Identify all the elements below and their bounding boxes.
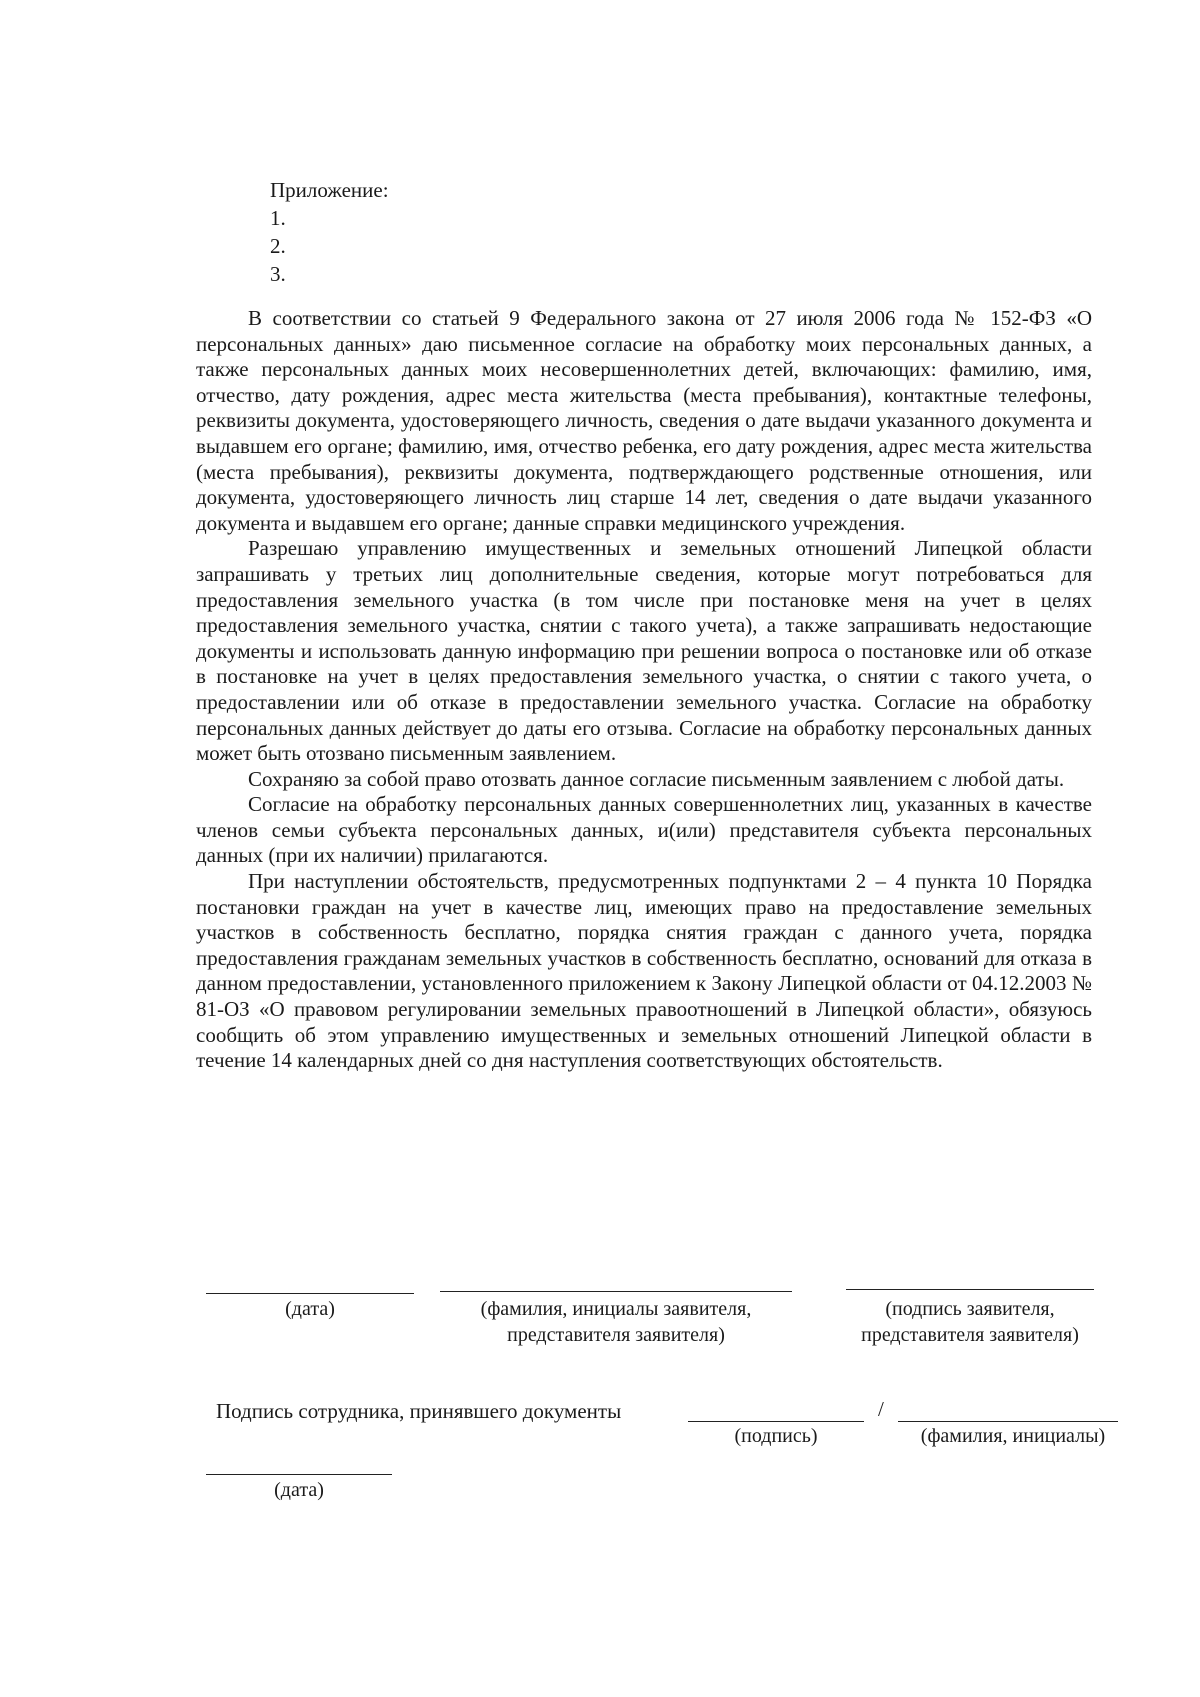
applicant-name-line <box>440 1291 792 1292</box>
applicant-name-caption-line1: (фамилия, инициалы заявителя, <box>480 1298 752 1320</box>
employee-signature-caption: (подпись) <box>734 1425 818 1447</box>
applicant-signature-line <box>846 1289 1094 1290</box>
appendix-heading: Приложение: <box>270 178 389 202</box>
appendix-item: 2. <box>270 234 286 258</box>
applicant-date-caption: (дата) <box>285 1298 335 1320</box>
applicant-name-caption-line2: представителя заявителя) <box>507 1324 725 1346</box>
employee-signature-label: Подпись сотрудника, принявшего документы <box>216 1399 622 1423</box>
employee-name-caption: (фамилия, инициалы) <box>920 1425 1106 1447</box>
paragraph-obligation: При наступлении обстоятельств, предусмотренных подпунктами 2 – 4 пункта 10 Порядка постановки граждан на учет в качестве лиц, имеющих право на предоставление земельных участков в собственность бесплатно, порядка снятия граждан с данного учета, порядка предоставления гражданам земельных участков в собственность бесплатно, оснований для отказа в данном предоставлении, установленного приложением к Закону Липецкой области от 04.12.2003 № 81-ОЗ «О правовом регулировании земельных правоотношений в Липецкой области», обязуюсь сообщить об этом управлению имущественных и земельных отношений Липецкой области в течение 14 календарных дней со дня наступления соответствующих обстоятельств. <box>196 869 1092 1073</box>
employee-date-caption: (дата) <box>274 1479 324 1501</box>
paragraph-consent: В соответствии со статьей 9 Федерального закона от 27 июля 2006 года № 152-ФЗ «О персональных данных» даю письменное согласие на обработку моих персональных данных, а также персональных данных моих несовершеннолетних детей, включающих: фамилию, имя, отчество, дату рождения, адрес места жительства (места пребывания), контактные телефоны, реквизиты документа, удостоверяющего личность, сведения о дате выдачи указанного документа и выдавшем его органе; фамилию, имя, отчество ребенка, его дату рождения, адрес места жительства (места пребывания), реквизиты документа, подтверждающего родственные отношения, или документа, удостоверяющего личность лиц старше 14 лет, сведения о дате выдачи указанного документа и выдавшем его органе; данные справки медицинского учреждения. <box>196 306 1092 535</box>
employee-signature-line <box>688 1421 864 1422</box>
paragraph-revocation: Сохраняю за собой право отозвать данное согласие письменным заявлением с любой даты. <box>248 766 1065 791</box>
consent-body <box>196 306 1092 1074</box>
separator-slash: / <box>878 1397 884 1421</box>
paragraph-family-consent: Согласие на обработку персональных данных совершеннолетних лиц, указанных в качестве членов семьи субъекта персональных данных, и(или) представителя субъекта персональных данных (при их наличии) прилагаются. <box>196 792 1092 868</box>
applicant-date-line <box>206 1293 414 1294</box>
employee-name-line <box>898 1421 1118 1422</box>
applicant-signature-caption-line2: представителя заявителя) <box>861 1324 1079 1346</box>
applicant-signature-caption-line1: (подпись заявителя, <box>885 1298 1055 1320</box>
appendix-item: 3. <box>270 262 286 286</box>
appendix-item: 1. <box>270 206 286 230</box>
employee-date-line <box>206 1474 392 1475</box>
paragraph-permission: Разрешаю управлению имущественных и земельных отношений Липецкой области запрашивать у третьих лиц дополнительные сведения, которые могут потребоваться для предоставления земельного участка (в том числе при постановке меня на учет в целях предоставления земельного участка, снятии с такого учета), а также запрашивать недостающие документы и использовать данную информацию при решении вопроса о постановке или об отказе в постановке на учет в целях предоставления земельного участка, о снятии с такого учета, о предоставлении или об отказе в предоставлении земельного участка. Согласие на обработку персональных данных действует до даты его отзыва. Согласие на обработку персональных данных может быть отозвано письменным заявлением. <box>196 536 1092 766</box>
appendix-block <box>270 176 389 288</box>
